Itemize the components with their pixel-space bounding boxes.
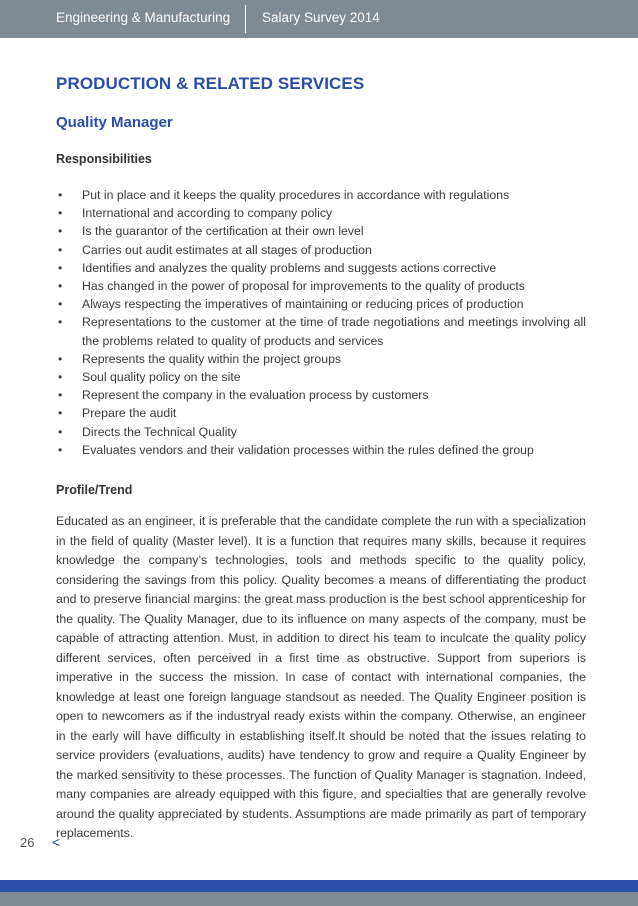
list-item: [56, 313, 586, 349]
profile-heading: Profile/Trend: [56, 483, 133, 497]
list-item: [56, 350, 586, 368]
bullet-icon: •: [58, 442, 63, 457]
bullet-icon: •: [58, 279, 63, 294]
footer-base-bar: [0, 892, 638, 906]
bullet-icon: •: [58, 206, 63, 221]
bullet-icon: •: [58, 242, 63, 257]
list-item: [56, 204, 586, 222]
header-bar: [0, 0, 638, 38]
list-item: [56, 386, 586, 404]
list-item: [56, 441, 586, 459]
responsibilities-heading: Responsibilities: [56, 152, 152, 166]
list-item-text: Is the guarantor of the certification at their own level: [82, 224, 364, 239]
list-item-text: International and according to company policy: [82, 206, 333, 221]
list-item-text: Directs the Technical Quality: [82, 424, 237, 439]
list-item: [56, 186, 586, 204]
list-item: [56, 295, 586, 313]
list-item-text: Represents the quality within the project groups: [82, 351, 342, 366]
list-item-text: Identifies and analyzes the quality problems and suggests actions corrective: [82, 260, 497, 275]
footer-accent-bar: [0, 880, 638, 892]
list-item: [56, 404, 586, 422]
section-title: PRODUCTION & RELATED SERVICES: [56, 74, 365, 93]
list-item: [56, 222, 586, 240]
list-item: [56, 423, 586, 441]
list-item-text: Carries out audit estimates at all stages of production: [82, 242, 372, 257]
bullet-icon: •: [58, 370, 63, 385]
list-item-text: Soul quality policy on the site: [82, 370, 241, 385]
bullet-icon: •: [58, 315, 63, 330]
page-number: 26: [20, 835, 35, 850]
list-item-text: Has changed in the power of proposal for improvements to the quality of products: [82, 279, 525, 294]
bullet-icon: •: [58, 351, 63, 366]
job-title: Quality Manager: [56, 114, 173, 131]
responsibilities-list: [56, 186, 586, 459]
bullet-icon: •: [58, 297, 63, 312]
list-item: [56, 368, 586, 386]
bullet-icon: •: [58, 188, 63, 202]
list-item: [56, 241, 586, 259]
list-item: [56, 277, 586, 295]
profile-paragraph: Educated as an engineer, it is preferable that the candidate complete the run with a specialization in the field of quality (Master level). It is a function that requires many skills, because it requires knowledge the company’s technologies, tools and methods specific to the quality policy, considering the savings from this policy. Quality becomes a means of differentiating the product and to preserve financial margins: the great mass production is the best school apprenticeship for the quality. The Quality Manager, due to its influence on many aspects of the company, must be capable of attracting attention. Must, in addition to direct his team to inculcate the quality policy different services, often perceived in a first time as obstructive. Support from superiors is imperative in the success the mission. In case of contact with international companies, the knowledge at least one foreign language standsout as needed. The Quality Engineer position is open to newcomers as if the industryal ready exists within the company. Otherwise, an engineer in the early will have difficulty in establishing itself.It should be noted that the issues relating to service providers (evaluations, audits) have tendency to grow and require a Quality Engineer by the marked sensitivity to these processes. The function of Quality Manager is stagnation. Indeed, many companies are already equipped with this figure, and specialties that are generally revolve around the quality appreciated by students. Assumptions are made primarily as part of temporary replacements.: [56, 514, 586, 840]
back-arrow-icon[interactable]: <: [52, 834, 61, 850]
header-divider: [245, 5, 246, 33]
bullet-icon: •: [58, 224, 63, 239]
list-item-text: Prepare the audit: [82, 406, 177, 421]
list-item-text: Representations to the customer at the time of trade negotiations and meetings involving all the problems related to quality of products and services: [82, 315, 586, 348]
list-item: [56, 259, 586, 277]
bullet-icon: •: [58, 388, 63, 403]
list-item-text: Evaluates vendors and their validation processes within the rules defined the group: [82, 442, 534, 457]
list-item-text: Put in place and it keeps the quality procedures in accordance with regulations: [82, 188, 510, 202]
list-item-text: Represent the company in the evaluation process by customers: [82, 388, 429, 403]
bullet-icon: •: [58, 424, 63, 439]
bullet-icon: •: [58, 260, 63, 275]
header-category: Engineering & Manufacturing: [56, 10, 231, 25]
header-publication: Salary Survey 2014: [262, 10, 380, 25]
bullet-icon: •: [58, 406, 63, 421]
list-item-text: Always respecting the imperatives of maintaining or reducing prices of production: [82, 297, 524, 312]
